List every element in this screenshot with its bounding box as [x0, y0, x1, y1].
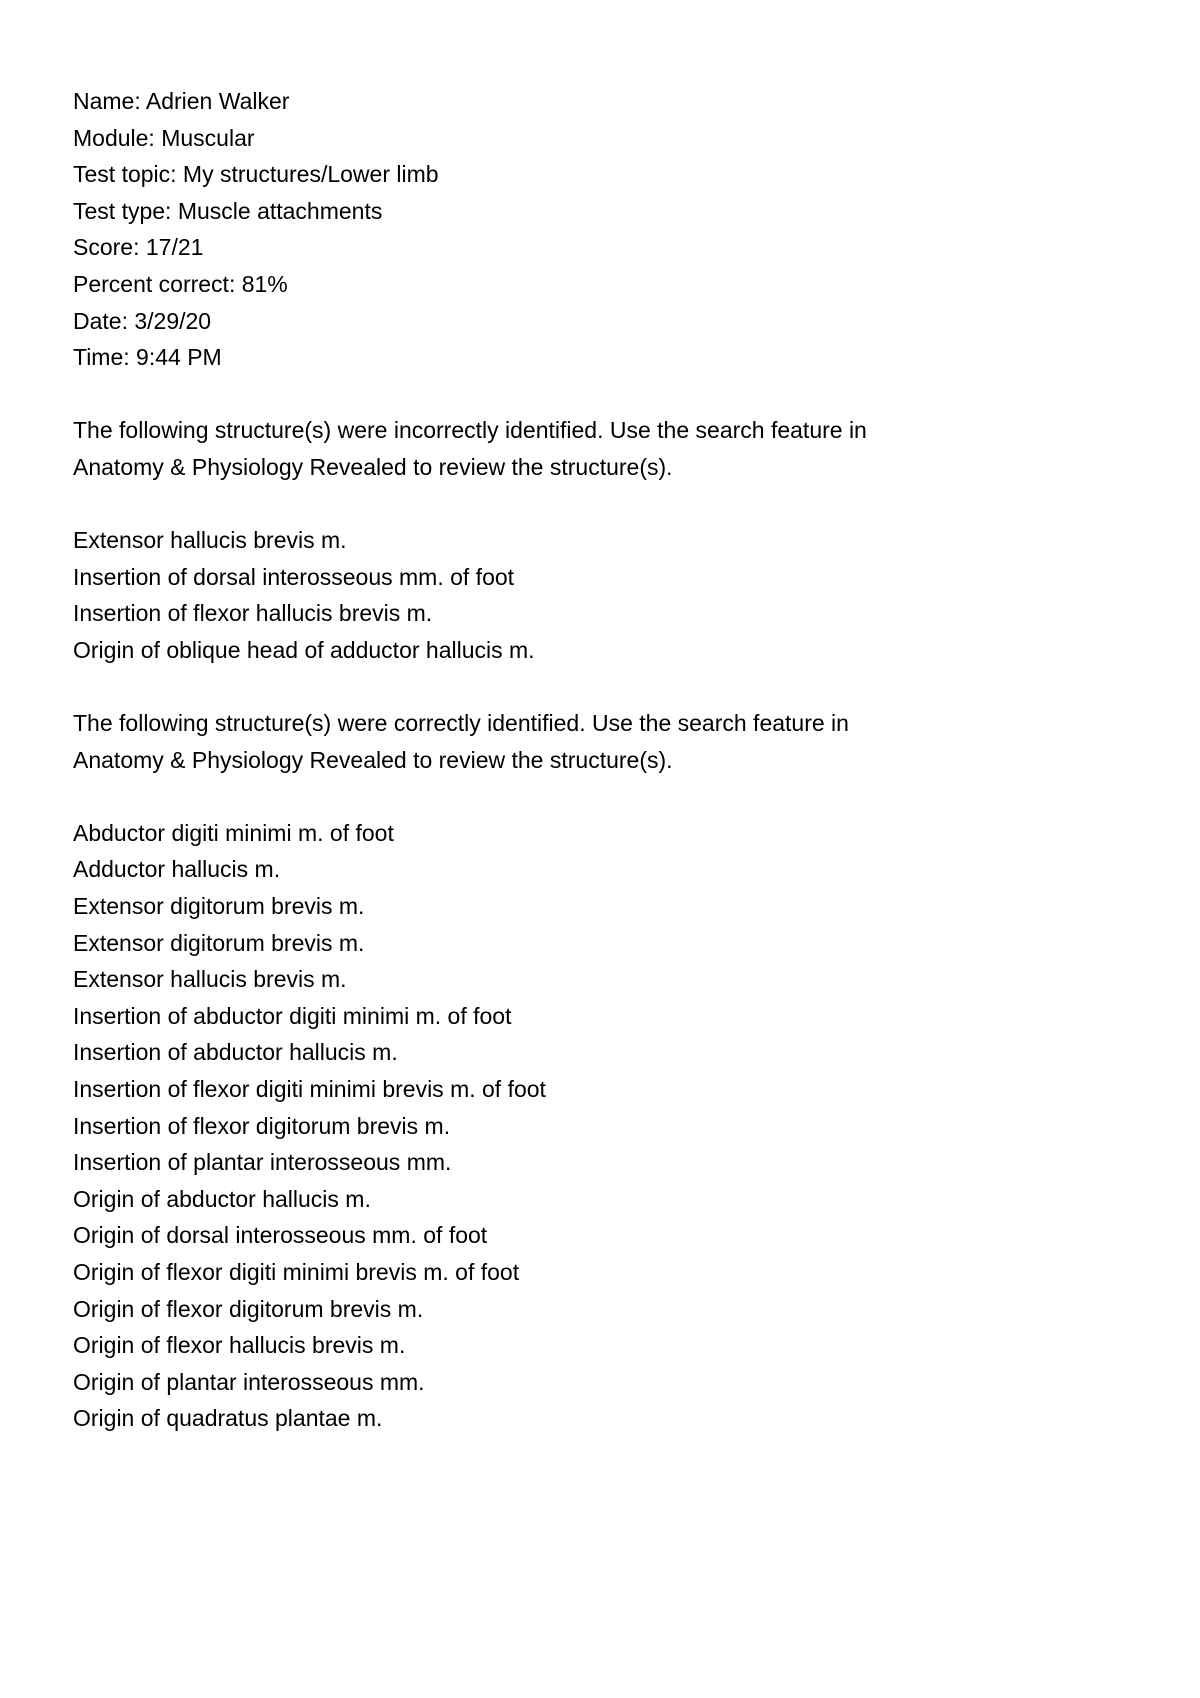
percent-correct-label: Percent correct: 81%	[73, 270, 288, 297]
incorrect-item: Insertion of flexor hallucis brevis m.	[73, 600, 433, 627]
correct-item: Adductor hallucis m.	[73, 856, 281, 883]
module-label: Module: Muscular	[73, 124, 255, 151]
correct-item: Origin of abductor hallucis m.	[73, 1185, 371, 1212]
incorrect-item: Insertion of dorsal interosseous mm. of foot	[73, 563, 515, 590]
test-type-label: Test type: Muscle attachments	[73, 197, 383, 224]
correct-item: Origin of quadratus plantae m.	[73, 1405, 383, 1432]
correct-item: Insertion of abductor digiti minimi m. of foot	[73, 1002, 512, 1029]
correct-intro-line: The following structure(s) were correctly identified. Use the search feature in	[73, 710, 849, 737]
correct-item: Extensor digitorum brevis m.	[73, 929, 365, 956]
test-topic-label: Test topic: My structures/Lower limb	[73, 161, 439, 188]
correct-item: Insertion of abductor hallucis m.	[73, 1039, 398, 1066]
result-header	[73, 83, 1133, 376]
spacer	[73, 778, 1133, 815]
test-results-document	[73, 83, 1133, 1437]
correct-item: Origin of flexor hallucis brevis m.	[73, 1332, 406, 1359]
correct-item: Extensor hallucis brevis m.	[73, 966, 347, 993]
score-label: Score: 17/21	[73, 234, 204, 261]
incorrect-item: Origin of oblique head of adductor hallucis m.	[73, 636, 535, 663]
correct-item: Origin of plantar interosseous mm.	[73, 1368, 425, 1395]
correct-item: Origin of flexor digitorum brevis m.	[73, 1295, 424, 1322]
correct-item: Origin of flexor digiti minimi brevis m. of foot	[73, 1259, 520, 1285]
correct-intro-line: Anatomy & Physiology Revealed to review the structure(s).	[73, 746, 673, 773]
incorrect-intro-line: The following structure(s) were incorrectly identified. Use the search feature in	[73, 417, 867, 444]
correct-item: Insertion of plantar interosseous mm.	[73, 1149, 452, 1176]
correct-item: Insertion of flexor digiti minimi brevis m. of foot	[73, 1076, 546, 1103]
correct-item: Origin of dorsal interosseous mm. of foot	[73, 1222, 488, 1249]
correct-item: Extensor digitorum brevis m.	[73, 893, 365, 920]
student-name: Name: Adrien Walker	[73, 88, 290, 114]
time-label: Time: 9:44 PM	[73, 344, 222, 371]
spacer	[73, 669, 1133, 706]
correct-item: Abductor digiti minimi m. of foot	[73, 819, 394, 846]
incorrect-section	[73, 412, 1133, 668]
correct-section	[73, 705, 1133, 1437]
incorrect-item: Extensor hallucis brevis m.	[73, 527, 347, 554]
correct-item: Insertion of flexor digitorum brevis m.	[73, 1112, 451, 1139]
date-label: Date: 3/29/20	[73, 307, 212, 334]
spacer	[73, 376, 1133, 413]
incorrect-intro-line: Anatomy & Physiology Revealed to review the structure(s).	[73, 453, 673, 480]
spacer	[73, 486, 1133, 523]
